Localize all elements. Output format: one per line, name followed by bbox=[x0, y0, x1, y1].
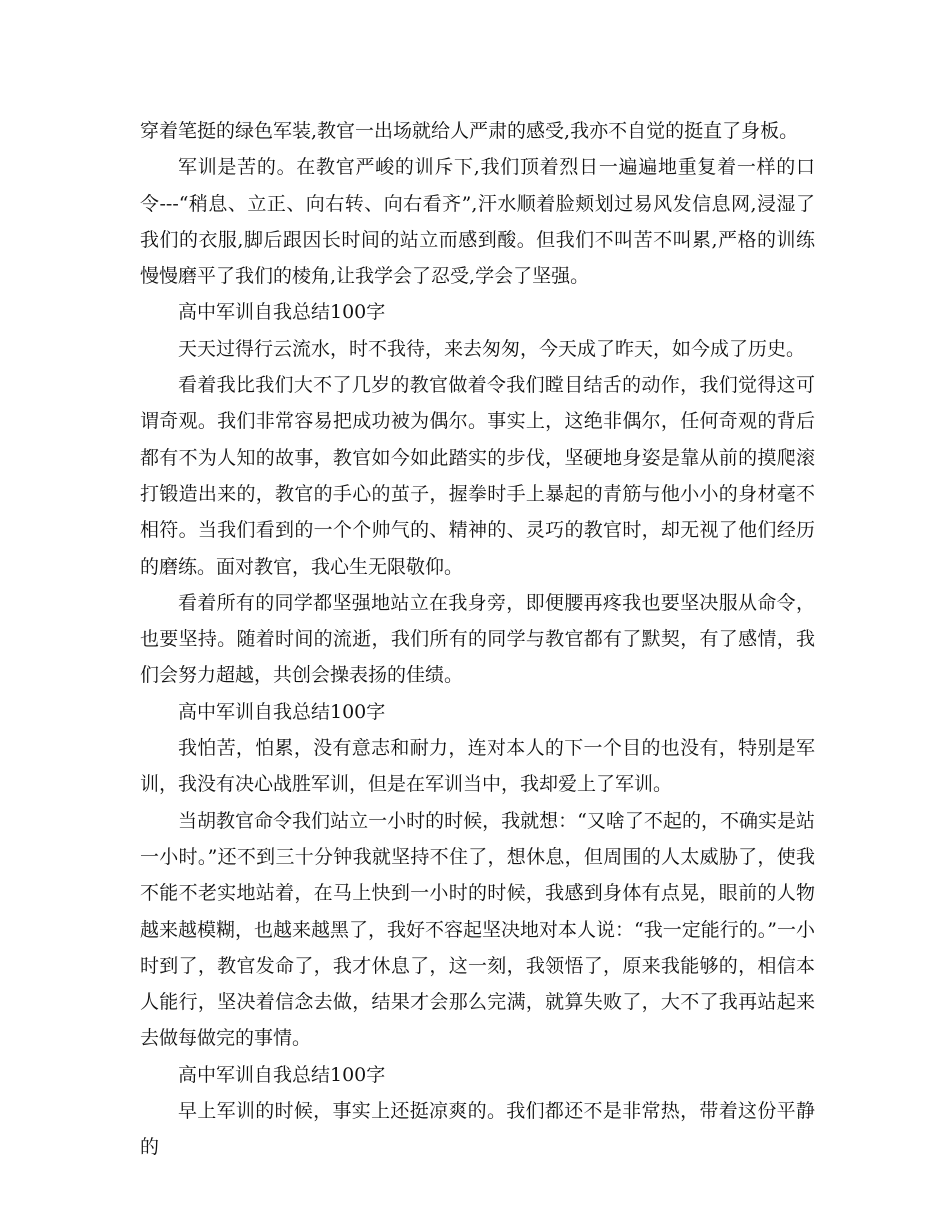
paragraph: 当胡教官命令我们站立一小时的时候，我就想：“又啥了不起的，不确实是站一小时。”还不到三十分钟我就坚持不住了，想休息，但周围的人太威胁了，使我不能不老实地站着，在马上快到一小时的时候，我感到身体有点晃，眼前的人物越来越模糊，也越来越黑了，我好不容起坚决地对本人说：“我一定能行的。”一小时到了，教官发命了，我才休息了，这一刻，我领悟了，原来我能够的，相信本人能行，坚决着信念去做，结果才会那么完满，就算失败了，大不了我再站起来去做每做完的事情。 bbox=[140, 809, 815, 1050]
section-heading: 高中军训自我总结100字 bbox=[178, 1063, 386, 1086]
paragraph: 早上军训的时候，事实上还挺凉爽的。我们都还不是非常热，带着这份平静的 bbox=[140, 1100, 815, 1159]
paragraph: 看着所有的同学都坚强地站立在我身旁，即便腰再疼我也要坚决服从命令，也要坚持。随着时间的流逝，我们所有的同学与教官都有了默契，有了感情，我们会努力超越，共创会操表扬的佳绩。 bbox=[140, 591, 815, 687]
section-heading: 高中军训自我总结100字 bbox=[178, 700, 386, 723]
paragraph: 看着我比我们大不了几岁的教官做着令我们瞠目结舌的动作，我们觉得这可谓奇观。我们非常容易把成功被为偶尔。事实上，这绝非偶尔，任何奇观的背后都有不为人知的故事，教官如今如此踏实的步伐，坚硬地身姿是靠从前的摸爬滚打锻造出来的，教官的手心的茧子，握拳时手上暴起的青筋与他小小的身材毫不相符。当我们看到的一个个帅气的、精神的、灵巧的教官时，却无视了他们经历的磨练。面对教官，我心生无限敬仰。 bbox=[140, 374, 815, 578]
paragraph-continued: 穿着笔挺的绿色军装,教官一出场就给人严肃的感受,我亦不自觉的挺直了身板。 bbox=[140, 120, 799, 142]
paragraph: 我怕苦，怕累，没有意志和耐力，连对本人的下一个目的也没有，特别是军训，我没有决心战胜军训，但是在军训当中，我却爱上了军训。 bbox=[140, 737, 815, 796]
section-heading: 高中军训自我总结100字 bbox=[178, 301, 386, 324]
paragraph: 天天过得行云流水，时不我待，来去匆匆，今天成了昨天，如今成了历史。 bbox=[178, 337, 806, 360]
paragraph: 军训是苦的。在教官严峻的训斥下,我们顶着烈日一遍遍地重复着一样的口令---“稍息、立正、向右转、向右看齐”,汗水顺着脸颊划过易风发信息网,浸湿了我们的衣服,脚后跟因长时间的站立而感到酸。但我们不叫苦不叫累,严格的训练慢慢磨平了我们的棱角,让我学会了忍受,学会了坚强。 bbox=[140, 156, 815, 288]
document-body bbox=[140, 113, 815, 1166]
